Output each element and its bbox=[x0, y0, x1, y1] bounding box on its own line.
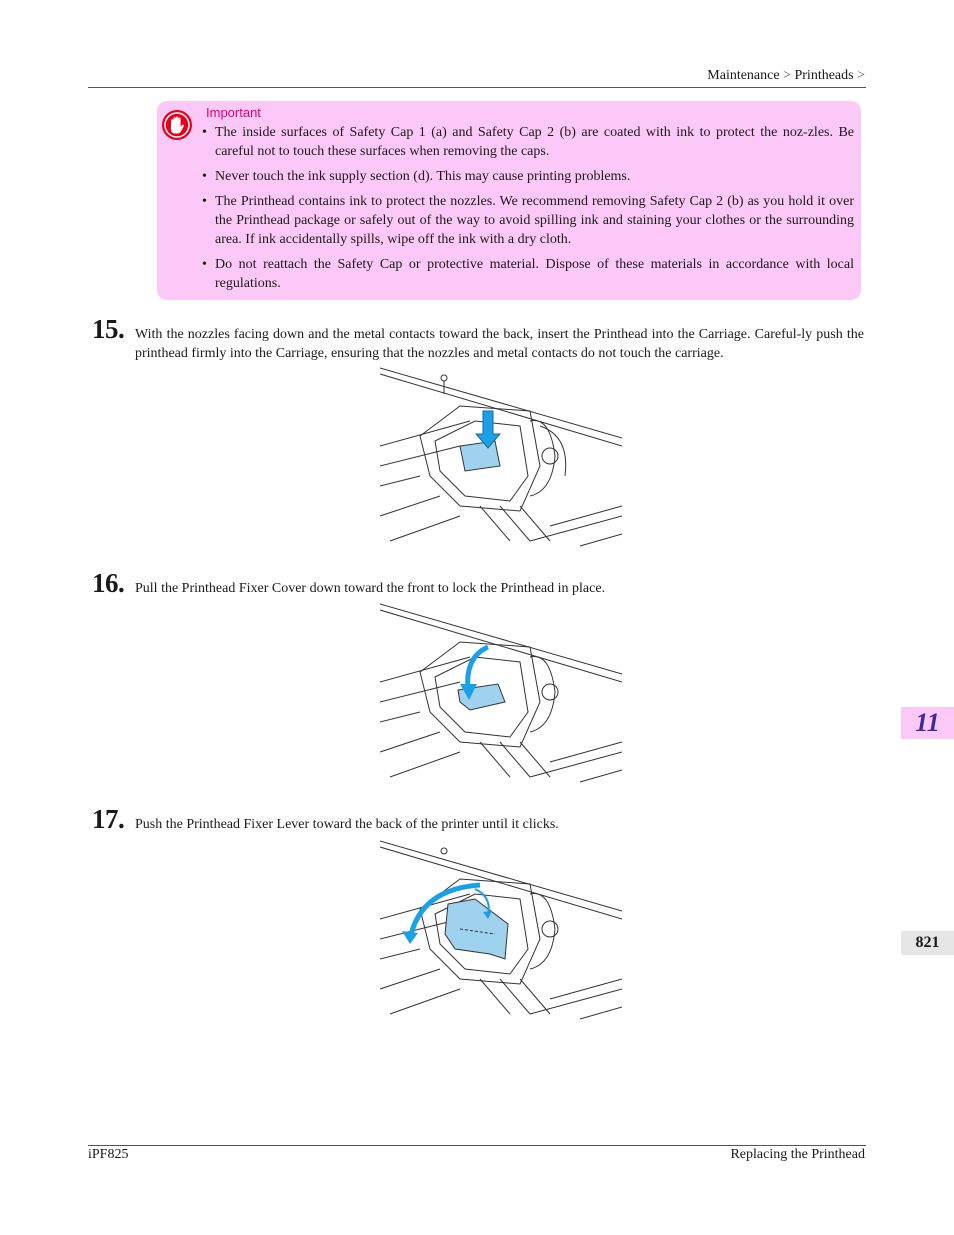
important-list bbox=[202, 123, 854, 299]
important-note-box bbox=[157, 101, 861, 300]
footer-model: iPF825 bbox=[88, 1147, 129, 1162]
fixer-lever-illustration bbox=[380, 839, 622, 1023]
breadcrumb bbox=[707, 68, 865, 84]
step-text: With the nozzles facing down and the metal contacts toward the back, insert the Printhead into the Carriage. Careful-ly push the printhead firmly into the Carriage, ensuring that the nozzles and metal contacts do not touch the carriage. bbox=[135, 327, 864, 361]
page-number-tab: 821 bbox=[901, 931, 954, 955]
breadcrumb-item-maintenance[interactable]: Maintenance bbox=[707, 68, 780, 83]
step-number: 15. bbox=[92, 314, 125, 344]
breadcrumb-separator: > bbox=[783, 68, 791, 83]
important-item: • Do not reattach the Safety Cap or protective material. Dispose of these materials in accordance with local regulations. bbox=[202, 255, 854, 293]
header-rule bbox=[88, 87, 866, 88]
breadcrumb-item-printheads[interactable]: Printheads bbox=[794, 68, 854, 83]
footer-rule bbox=[88, 1145, 866, 1146]
chapter-tab[interactable]: 11 bbox=[901, 707, 954, 739]
important-item: • The Printhead contains ink to protect the nozzles. We recommend removing Safety Cap 2 (b) as you hold it over the Printhead package or safely out of the way to avoid spilling ink and staining your clothes or the surrounding area. If ink accidentally spills, wipe off the ink with a dry cloth. bbox=[202, 192, 854, 249]
step-text: Push the Printhead Fixer Lever toward the back of the printer until it clicks. bbox=[135, 817, 559, 832]
printhead-insert-illustration bbox=[380, 366, 622, 551]
important-title: Important bbox=[206, 105, 261, 120]
step-number: 17. bbox=[92, 804, 125, 834]
important-item: • The inside surfaces of Safety Cap 1 (a) and Safety Cap 2 (b) are coated with ink to protect the noz-zles. Be careful not to touch these surfaces when removing the caps. bbox=[202, 123, 854, 161]
step-text: Pull the Printhead Fixer Cover down toward the front to lock the Printhead in place. bbox=[135, 581, 606, 596]
important-item: • Never touch the ink supply section (d). This may cause printing problems. bbox=[202, 167, 854, 186]
breadcrumb-separator: > bbox=[857, 68, 865, 83]
stop-hand-icon bbox=[161, 109, 193, 141]
footer-section-title: Replacing the Printhead bbox=[730, 1147, 865, 1162]
step-number: 16. bbox=[92, 568, 125, 598]
fixer-cover-illustration bbox=[380, 602, 622, 785]
